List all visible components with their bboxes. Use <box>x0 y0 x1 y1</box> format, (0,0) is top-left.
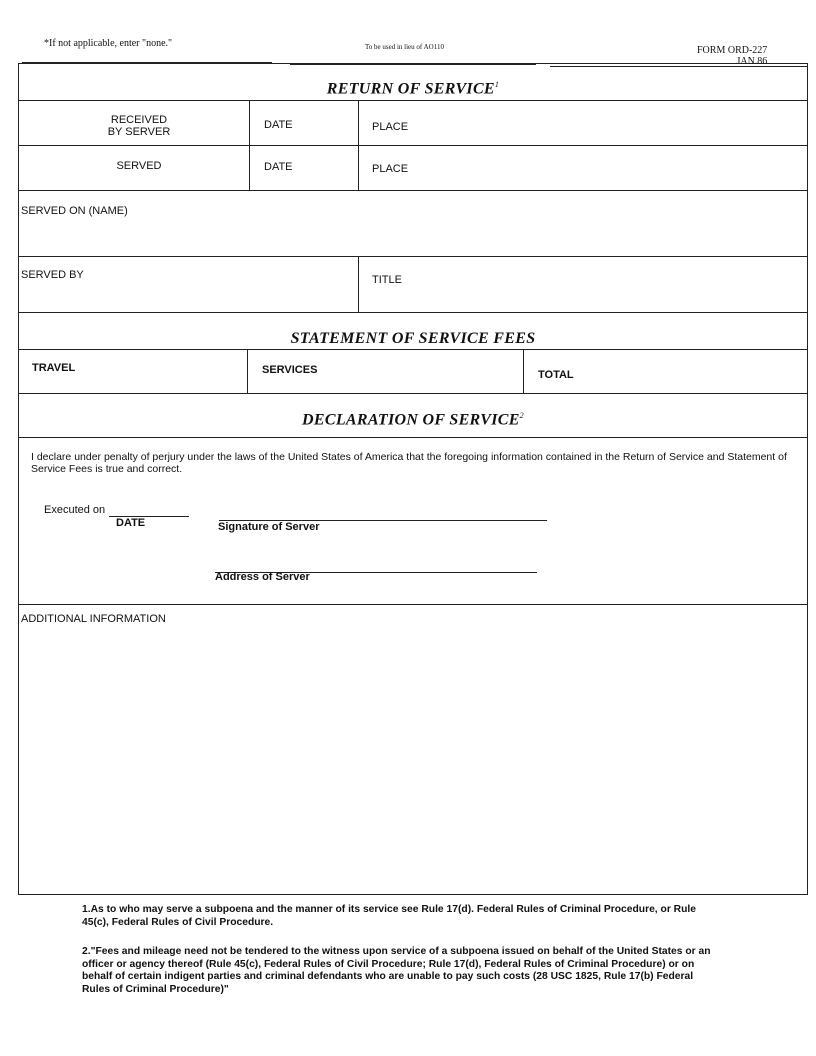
received-label-line1: RECEIVED <box>110 114 168 126</box>
address-label: Address of Server <box>215 571 310 583</box>
form-date: JAN.86 <box>736 56 768 67</box>
divider <box>19 145 807 146</box>
served-label: SERVED <box>116 160 162 172</box>
divider <box>358 256 359 312</box>
footnote-1: 1.As to who may serve a subpoena and the manner of its service see Rule 17(d). Federal Rules of Criminal Procedure, or Rule 45(c), Federal Rules of Civil Procedure. <box>82 904 696 928</box>
services-fee-field[interactable]: SERVICES <box>262 364 318 376</box>
divider <box>19 437 807 438</box>
additional-info-field[interactable]: ADDITIONAL INFORMATION <box>21 613 166 625</box>
received-label-line2: BY SERVER <box>107 126 171 138</box>
return-of-service-footnote-mark: 1 <box>494 80 500 89</box>
divider <box>523 349 524 393</box>
return-of-service-title-text: RETURN OF SERVICE <box>326 80 495 98</box>
served-date-field[interactable]: DATE <box>264 161 293 173</box>
lieu-note: To be used in lieu of AO110 <box>365 43 444 51</box>
return-of-service-title <box>19 80 807 98</box>
served-place-field[interactable]: PLACE <box>372 163 409 175</box>
declaration-text: I declare under penalty of perjury under the laws of the United States of America that the foregoing information contained in the Return of Service and Statement of Service Fees is true and correct. <box>31 451 787 475</box>
divider <box>19 100 807 101</box>
travel-fee-field[interactable]: TRAVEL <box>32 362 76 374</box>
declaration-title-text: DECLARATION OF SERVICE <box>302 411 520 429</box>
received-place-field[interactable]: PLACE <box>372 121 409 133</box>
received-by-server-label <box>79 114 199 138</box>
date-label: DATE <box>116 517 146 529</box>
total-fee-field[interactable]: TOTAL <box>538 369 574 381</box>
executed-on-label: Executed on <box>44 504 106 516</box>
declaration-footnote-mark: 2 <box>519 411 524 420</box>
signature-label: Signature of Server <box>218 521 320 533</box>
divider <box>19 604 807 605</box>
divider <box>19 190 807 191</box>
divider <box>19 349 807 350</box>
divider <box>19 312 807 313</box>
served-on-name-field[interactable]: SERVED ON (NAME) <box>21 205 128 217</box>
divider <box>19 256 807 257</box>
footnote-2: 2."Fees and mileage need not be tendered to the witness upon service of a subpoena issued on behalf of the United States or an officer or agency thereof (Rule 45(c), Federal Rules of Civil Procedure; Rule 17(d), Federal Rules of Criminal Procedure) or on behalf of certain indigent parties and criminal defendants who are unable to pay such costs (28 USC 1825, Rule 17(b) Federal Rules of Criminal Procedure)" <box>82 946 711 995</box>
form-number: FORM ORD-227 <box>697 45 768 56</box>
title-field[interactable]: TITLE <box>372 274 402 286</box>
declaration-title <box>19 411 807 429</box>
served-by-field[interactable]: SERVED BY <box>21 269 84 281</box>
divider <box>247 349 248 393</box>
service-fees-title: STATEMENT OF SERVICE FEES <box>290 330 536 347</box>
divider <box>19 393 807 394</box>
return-of-service-form <box>18 63 808 895</box>
not-applicable-note: *If not applicable, enter "none." <box>44 38 173 49</box>
received-date-field[interactable]: DATE <box>264 119 293 131</box>
